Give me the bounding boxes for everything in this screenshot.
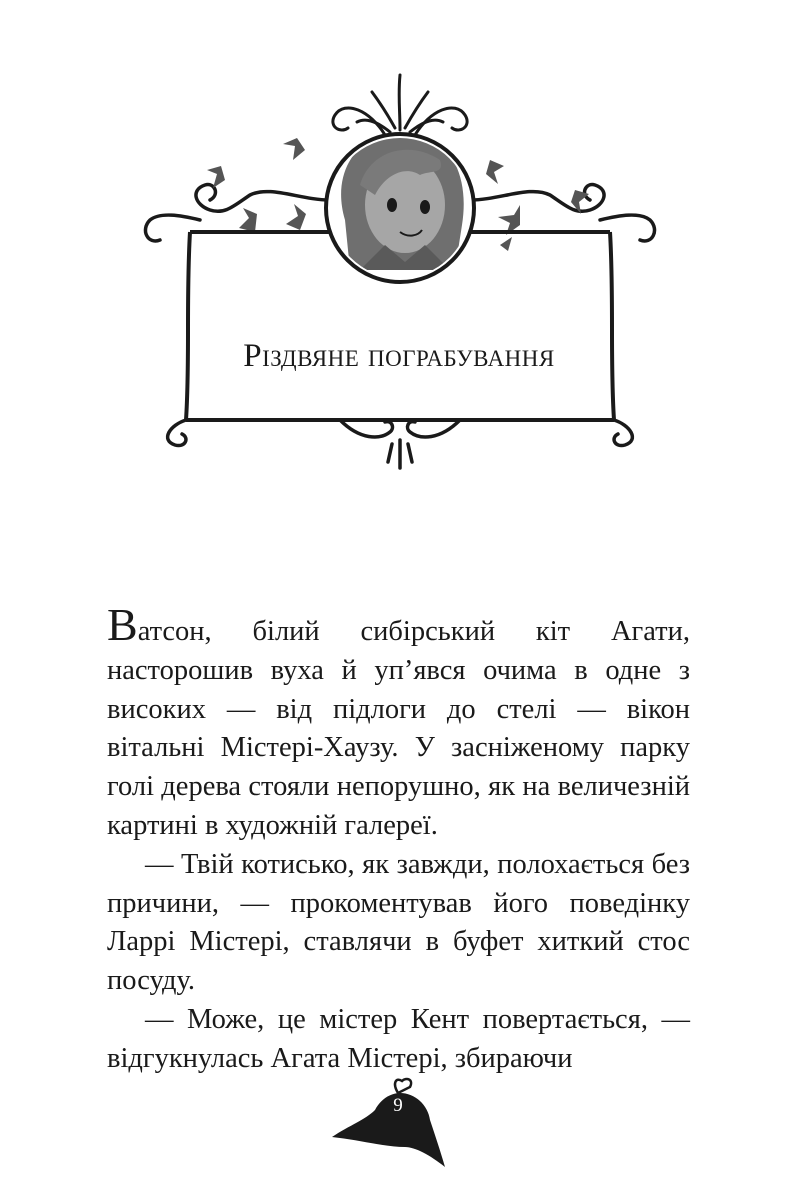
chapter-title: Різдвяне пограбування: [243, 337, 555, 374]
detective-hat-icon: [330, 1075, 450, 1175]
paragraph-2: — Твій котисько, як завжди, полохається без причини, — прокоментував його поведінку Ларрі Містері, ставлячи в буфет хиткий стос посуду.: [107, 848, 690, 997]
drop-cap: В: [107, 599, 138, 650]
paragraph-3: — Може, це містер Кент повертається, — відгукнулась Агата Містері, збираючи: [107, 1003, 690, 1074]
page-number: 9: [393, 1095, 403, 1116]
portrait-medallion: [326, 132, 474, 282]
body-text: [107, 599, 690, 1079]
paragraph-1-text: атсон, білий сибірський кіт Агати, насторошив вуха й уп’явся очима в одне з високих — від підлоги до стелі — вікон вітальні Містері-Хаузу. У засніженому парку голі дерева стояли непорушно, як на величезній картині в художній галереї.: [107, 616, 690, 841]
scroll-bottom-icon: [168, 420, 633, 468]
fleur-top-icon: [333, 75, 467, 135]
paragraph-1: [107, 599, 690, 846]
